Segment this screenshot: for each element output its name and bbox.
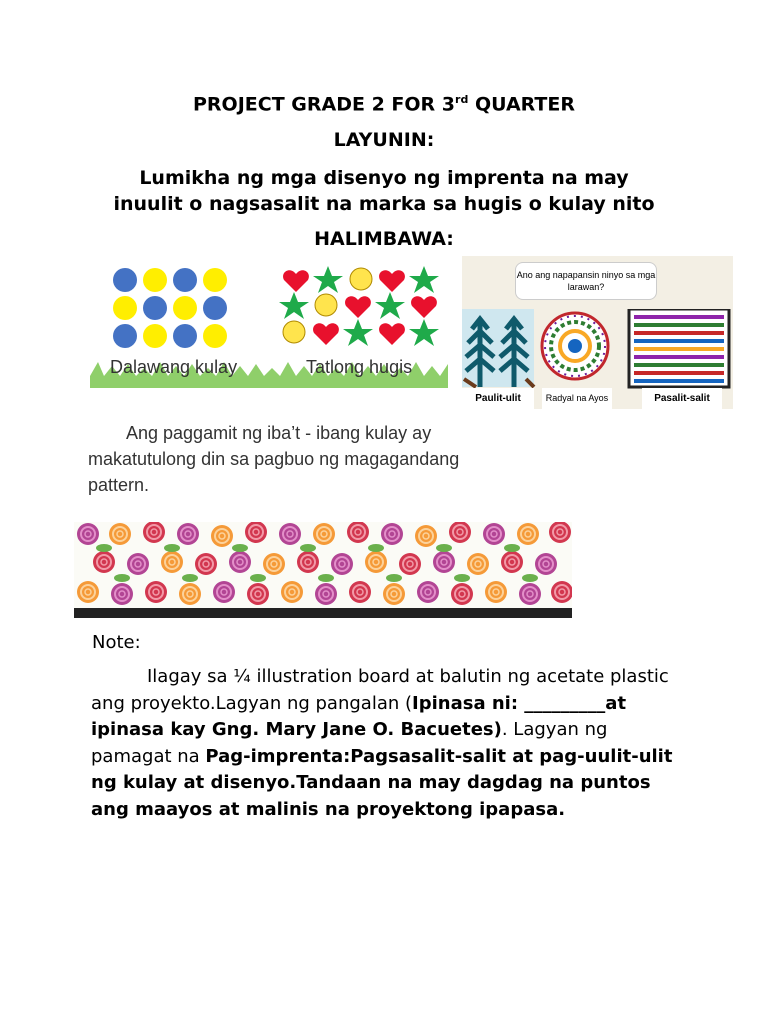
radial-pattern-art: [542, 313, 608, 379]
pattern-examples-image: [90, 258, 448, 388]
note-label: Note:: [92, 632, 141, 653]
pattern-description: Ang paggamit ng iba’t - ibang kulay ay makatutulong din sa pagbuo ng magagandang pattern.: [88, 423, 460, 495]
repeat-label: Paulit-ulit: [462, 388, 534, 409]
question-bubble: Ano ang napapansin ninyo sa mga larawan?: [515, 262, 657, 300]
radial-label: Radyal na Ayos: [542, 388, 612, 409]
two-color-dots: [113, 268, 227, 348]
note-body: Ilagay sa ¼ illustration board at balutin ng acetate plastic ang proyekto.Lagyan ng pangalan (Ipinasa ni: _________at ipinasa kay Gng. Mary Jane O. Bacuetes). Lagyan ng pamagat na Pag-imprenta:Pagsasalit-salit at pag-uulit-ulit ng kulay at disenyo.Tandaan na may dagdag na puntos ang maayos at malinis na proyektong ipapasa.: [91, 666, 673, 820]
objective-heading: LAYUNIN:: [333, 129, 435, 151]
roses-border-image: [74, 522, 572, 618]
alternate-label: Pasalit-salit: [642, 388, 722, 409]
page-title: PROJECT GRADE 2 FOR 3rd QUARTER: [193, 93, 575, 116]
two-colors-caption: Dalawang kulay: [110, 357, 238, 377]
three-shapes-caption: Tatlong hugis: [306, 357, 413, 377]
pattern-types-image: [462, 256, 733, 409]
objective-text: Lumikha ng mga disenyo ng imprenta na may inuulit o nagsasalit na marka sa hugis o kulay nito: [113, 167, 655, 215]
example-heading: HALIMBAWA:: [314, 228, 454, 250]
three-shape-pattern: [279, 266, 439, 346]
alternating-pattern-art: [629, 309, 729, 387]
repeat-pattern-art: [462, 309, 534, 387]
